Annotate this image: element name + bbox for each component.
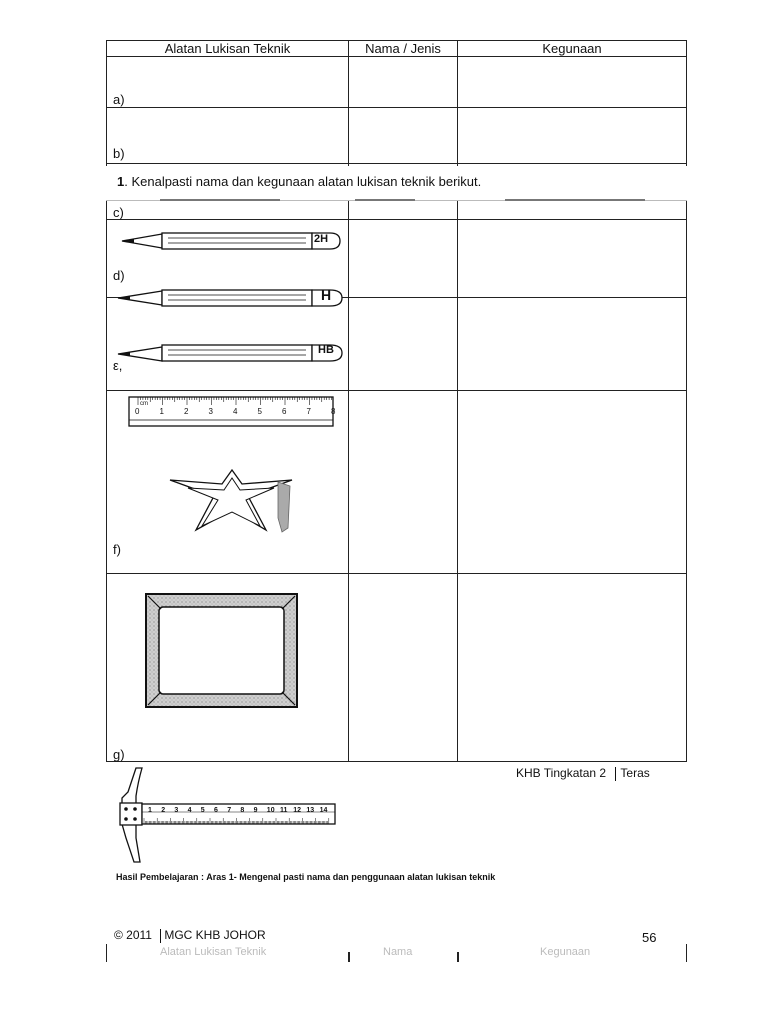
pencil-hb-grade: HB — [318, 344, 334, 356]
ruler-number: 7 — [306, 407, 311, 416]
ruler-number: 8 — [331, 407, 336, 416]
page-number: 56 — [642, 930, 657, 945]
ghost-header-usage: Kegunaan — [540, 946, 591, 958]
pencil-2h-icon — [120, 228, 342, 254]
row-label-b: b) — [113, 146, 125, 161]
ruler-number: 3 — [208, 407, 213, 416]
t-square-number: 14 — [319, 807, 328, 814]
t-square-number: 13 — [306, 807, 315, 814]
t-square-number: 11 — [280, 807, 288, 814]
instruction-text: 1. Kenalpasti nama dan kegunaan alatan lukisan teknik berikut. — [117, 174, 482, 189]
row-label-e: ε, — [113, 358, 123, 373]
t-square-number: 3 — [174, 807, 179, 814]
t-square-number: 8 — [240, 807, 245, 814]
pencil-h-grade: H — [321, 287, 332, 303]
ghost-header-tool: Alatan Lukisan Teknik — [160, 946, 267, 958]
column-header-tool: Alatan Lukisan Teknik — [164, 41, 291, 56]
ruler-number: 1 — [159, 407, 164, 416]
t-square-number: 2 — [161, 807, 166, 814]
row-label-g: g) — [113, 747, 125, 762]
row-label-c: c) — [113, 205, 124, 220]
ruler-number: 2 — [184, 407, 189, 416]
star-stencil-icon — [166, 468, 296, 540]
pencil-hb-icon — [116, 340, 344, 366]
t-square-number: 10 — [266, 807, 275, 814]
ruler-number: 0 — [135, 407, 140, 416]
footer-separator — [160, 929, 161, 943]
column-header-name: Nama / Jenis — [365, 41, 441, 56]
t-square-number: 5 — [200, 807, 205, 814]
t-square-number: 12 — [293, 807, 301, 814]
row-label-f: f) — [113, 542, 121, 557]
t-square-number: 1 — [148, 807, 152, 814]
pencil-2h-grade: 2H — [314, 233, 329, 245]
t-square-number: 4 — [187, 807, 192, 814]
header-separator — [615, 767, 616, 781]
instruction-banner — [104, 166, 688, 200]
ruler-number: 5 — [257, 407, 262, 416]
drawing-board-icon — [145, 593, 298, 708]
ruler-unit: cm — [140, 401, 148, 407]
footer-copyright: © 2011 MGC KHB JOHOR — [114, 928, 266, 942]
t-square-number: 6 — [214, 807, 218, 814]
learning-outcome: Hasil Pembelajaran : Aras 1- Mengenal pasti nama dan penggunaan alatan lukisan teknik — [116, 872, 496, 882]
t-square-number: 7 — [227, 807, 232, 814]
t-square-number: 9 — [253, 807, 258, 814]
page-header-subject: KHB Tingkatan 2 Teras — [516, 766, 650, 780]
column-header-usage: Kegunaan — [542, 41, 602, 56]
instruction-number: 1 — [117, 174, 125, 189]
t-square-icon — [114, 766, 340, 866]
ruler-number: 4 — [233, 407, 238, 416]
row-label-d: d) — [113, 268, 125, 283]
pencil-h-icon — [116, 285, 344, 311]
ghost-header-name: Nama — [383, 946, 413, 958]
ruler-number: 6 — [282, 407, 287, 416]
row-label-a: a) — [113, 92, 125, 107]
